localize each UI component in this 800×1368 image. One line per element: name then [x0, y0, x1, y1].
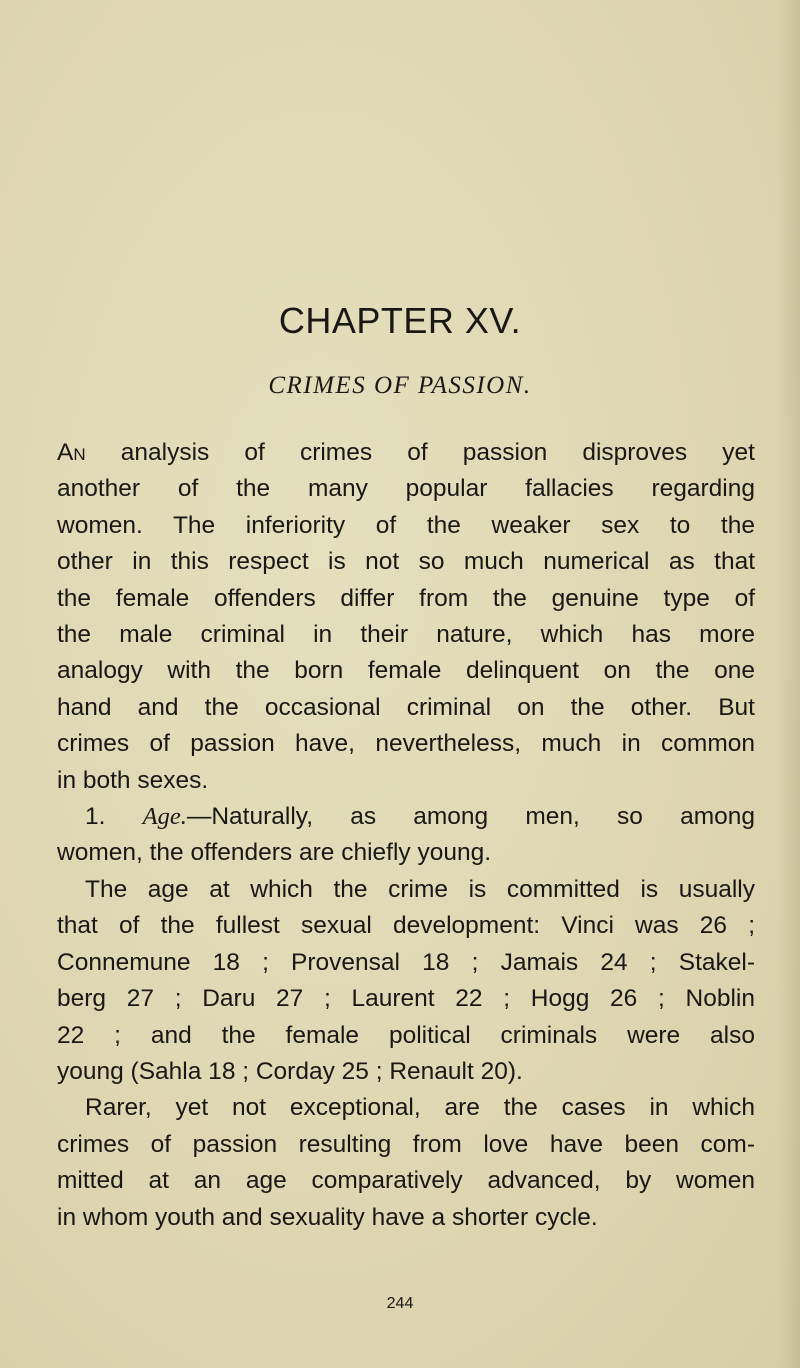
text-line: young (Sahla 18 ; Corday 25 ; Renault 20). [57, 1057, 523, 1085]
chapter-title: CRIMES OF PASSION. [268, 372, 532, 399]
section-number: 1. [85, 803, 106, 831]
text-line: crimes of passion resulting from love have been com- [57, 1130, 755, 1158]
text-line: hand and the occasional criminal on the other. But [57, 693, 755, 721]
text-line: the male criminal in their nature, which has more [57, 621, 755, 649]
section-heading: Age. [142, 803, 187, 831]
text-line: berg 27 ; Daru 27 ; Laurent 22 ; Hogg 26 ; Noblin [57, 985, 755, 1013]
page-edge-shadow [778, 0, 800, 1368]
text-line: women, the offenders are chiefly young. [57, 839, 492, 867]
page-number: 244 [386, 1295, 414, 1312]
chapter-heading: CHAPTER XV. [278, 300, 522, 341]
text-line: 1. Age.—Naturally, as among men, so among [85, 803, 755, 831]
text-line: the female offenders differ from the genuine type of [57, 584, 755, 612]
body-text [57, 435, 755, 1236]
text-line: other in this respect is not so much numerical as that [57, 548, 755, 576]
text-line: analogy with the born female delinquent on the one [57, 657, 755, 685]
text-line: mitted at an age comparatively advanced, by women [57, 1167, 755, 1195]
text-line: in whom youth and sexuality have a shorter cycle. [57, 1203, 598, 1231]
text-line: The age at which the crime is committed is usually [85, 875, 755, 903]
text-line: in both sexes. [57, 766, 209, 794]
text-line: another of the many popular fallacies regarding [57, 475, 755, 503]
text-line: Rarer, yet not exceptional, are the cases in which [85, 1094, 755, 1122]
text-line: 22 ; and the female political criminals were also [57, 1021, 755, 1049]
text-line: that of the fullest sexual development: Vinci was 26 ; [57, 912, 755, 940]
text-line: Connemune 18 ; Provensal 18 ; Jamais 24 ; Stakel- [57, 948, 755, 976]
drop-word: An [57, 439, 86, 466]
text-line: women. The inferiority of the weaker sex to the [57, 511, 755, 539]
text-line: crimes of passion have, nevertheless, much in common [57, 730, 755, 758]
text-line: An analysis of crimes of passion disproves yet [57, 439, 755, 466]
